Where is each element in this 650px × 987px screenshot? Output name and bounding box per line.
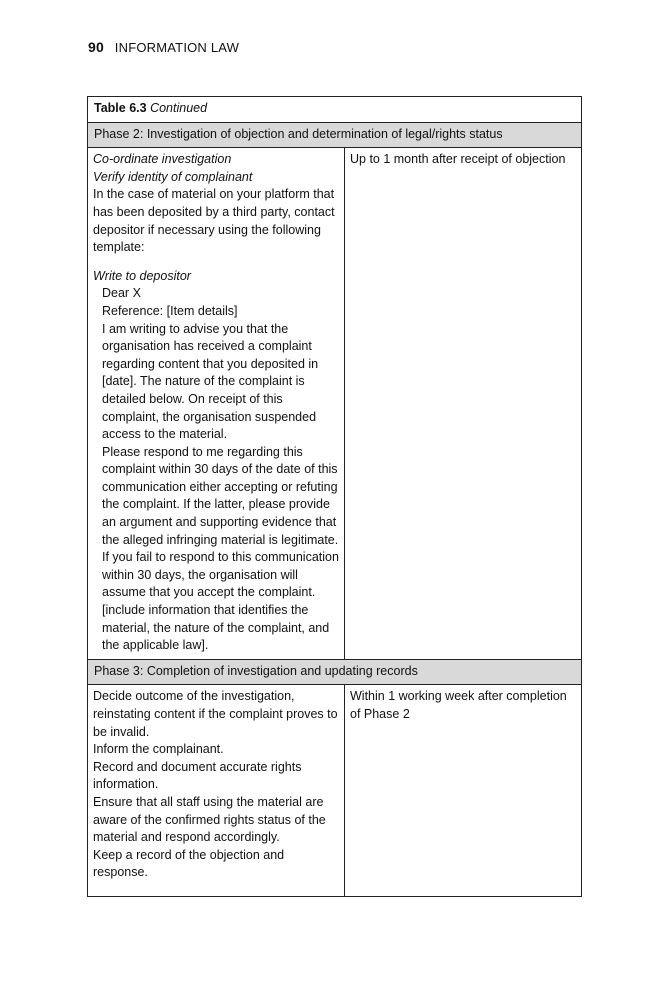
phase3-item2: Inform the complainant. bbox=[93, 742, 224, 757]
table-caption bbox=[88, 97, 581, 122]
phase3-heading: Phase 3: Completion of investigation and updating records bbox=[88, 659, 581, 685]
phase2-line1: Co-ordinate investigation bbox=[93, 152, 232, 167]
phase2-timing-cell: Up to 1 month after receipt of objection bbox=[350, 152, 566, 167]
table-continued: Continued bbox=[150, 101, 208, 115]
letter-salutation: Dear X bbox=[102, 286, 141, 301]
phase3-item5: Keep a record of the objection and response. bbox=[93, 847, 285, 880]
phase3-item4: Ensure that all staff using the material are aware of the confirmed rights status of the material and respond accordingly. bbox=[93, 794, 326, 845]
letter-para2: Please respond to me regarding this complaint within 30 days of the date of this communication either accepting or refuting the complaint. If the latter, please provide an argument and supporting evidence that the alleged infringing material is legitimate. If you fail to respond to this communication within 30 days, the organisation will assume that you accept the complaint. [include information that identifies the material, the nature of the complaint, and the applicable law]. bbox=[102, 444, 339, 653]
phase3-item3: Record and document accurate rights information. bbox=[93, 759, 302, 792]
phase3-timing-cell: Within 1 working week after completion of Phase 2 bbox=[350, 689, 567, 721]
phase2-para: In the case of material on your platform that has been deposited by a third party, contact depositor if necessary using the following template: bbox=[93, 187, 335, 255]
table-6-3 bbox=[87, 96, 582, 897]
phase3-actions-cell bbox=[88, 685, 345, 896]
phase2-line2: Verify identity of complainant bbox=[93, 169, 253, 184]
template-heading: Write to depositor bbox=[93, 268, 191, 283]
phase3-item1: Decide outcome of the investigation, reinstating content if the complaint proves to be invalid. bbox=[93, 689, 338, 739]
page-number: 90 bbox=[88, 39, 104, 55]
running-head bbox=[88, 39, 239, 55]
letter-template bbox=[93, 285, 340, 654]
letter-reference: Reference: [Item details] bbox=[102, 303, 238, 318]
phase2-row bbox=[88, 147, 581, 659]
table-label: Table 6.3 bbox=[94, 101, 147, 115]
running-title: INFORMATION LAW bbox=[114, 40, 240, 55]
phase2-actions-cell bbox=[88, 148, 345, 659]
letter-para1: I am writing to advise you that the organisation has received a complaint regarding content that you deposited in [date]. The nature of the complaint is detailed below. On receipt of this complaint, the organisation suspended access to the material. bbox=[102, 321, 319, 442]
phase3-row bbox=[88, 684, 581, 896]
phase2-heading: Phase 2: Investigation of objection and determination of legal/rights status bbox=[88, 122, 581, 148]
